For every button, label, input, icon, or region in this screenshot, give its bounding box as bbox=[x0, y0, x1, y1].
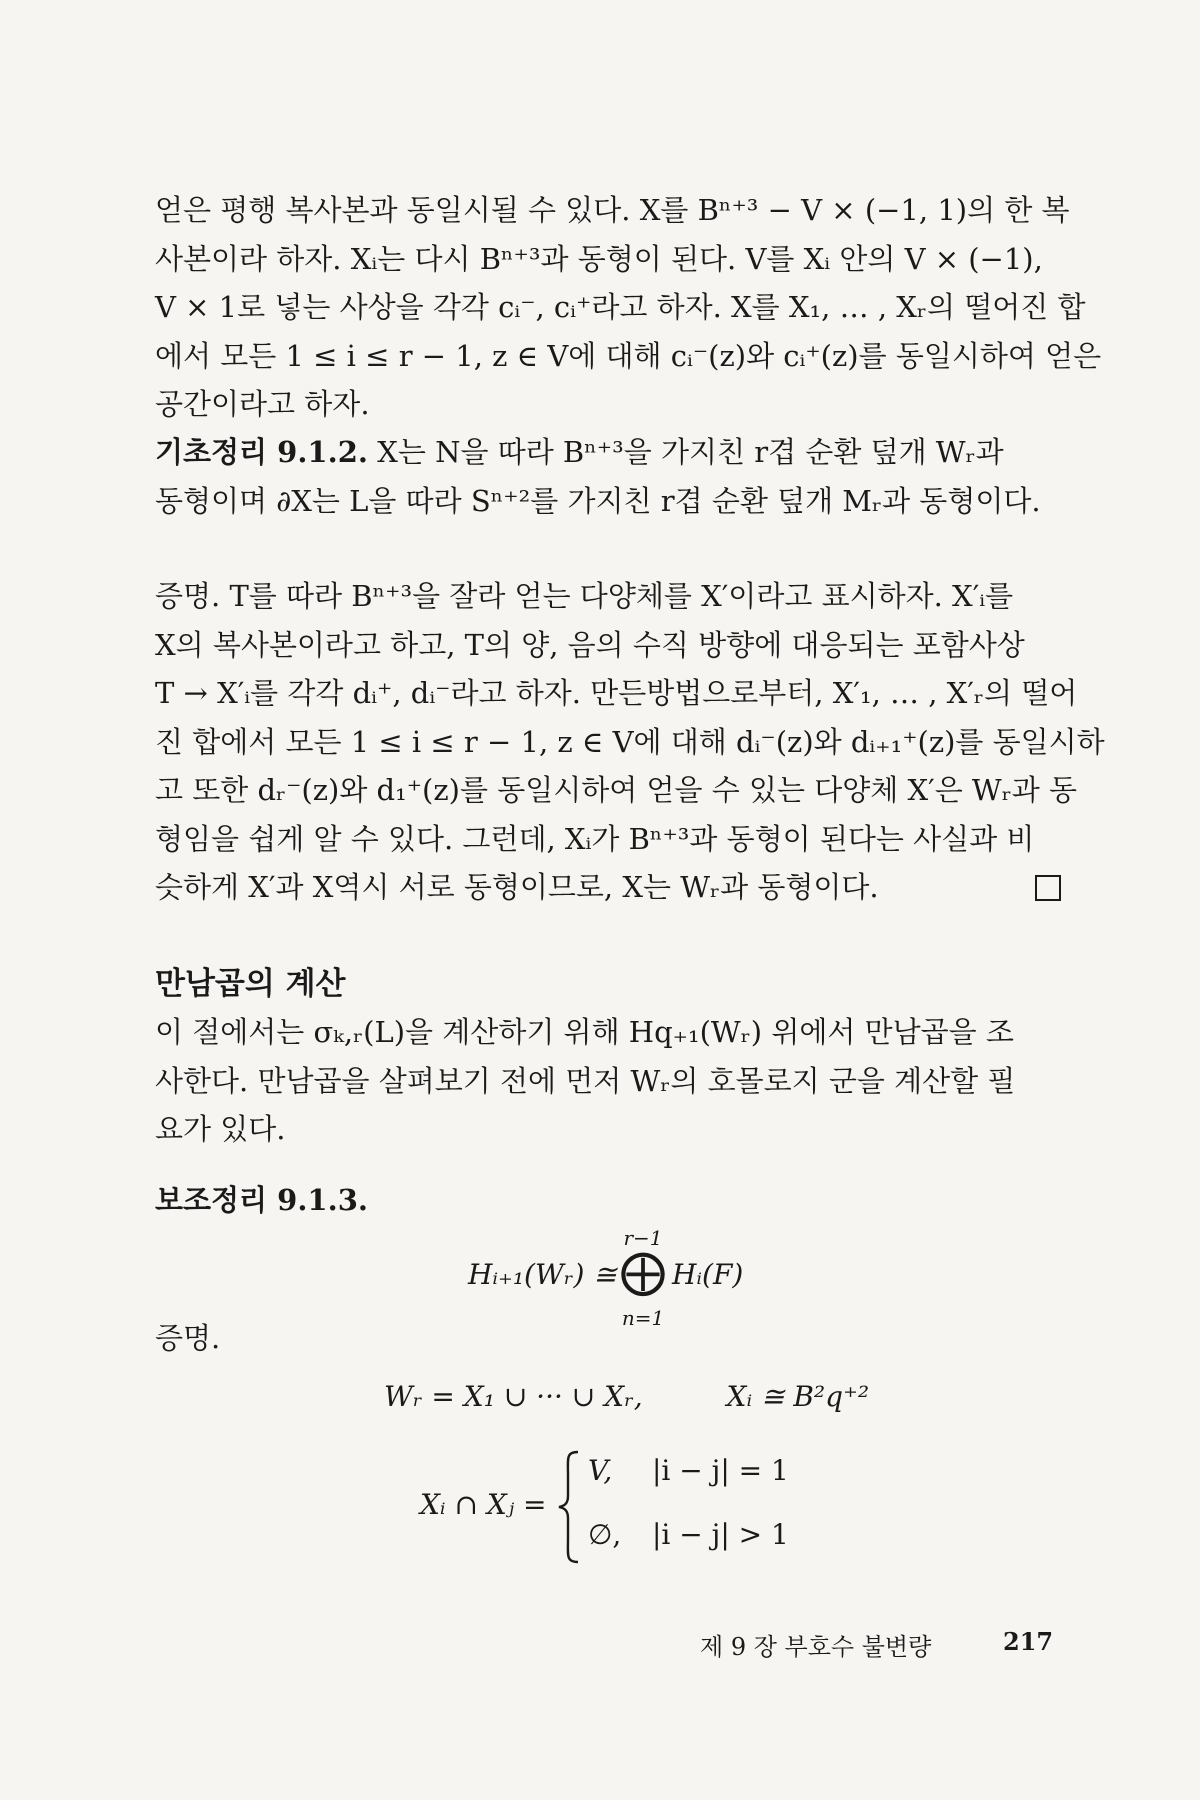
eq-union-left: Wᵣ = X₁ ∪ ··· ∪ Xᵣ, bbox=[384, 1380, 643, 1413]
text-line: 공간이라고 하자. bbox=[155, 387, 370, 421]
section-paragraph bbox=[155, 1008, 1061, 1154]
text-line: 동형이며 ∂X는 L을 따라 Sⁿ⁺²를 가지친 r겹 순환 덮개 Mᵣ과 동형이다. bbox=[155, 483, 1041, 518]
text-line: T → X′ᵢ를 각각 dᵢ⁺, dᵢ⁻라고 하자. 만든방법으로부터, X′₁, … , X′ᵣ의 떨어 bbox=[155, 676, 1078, 710]
direct-sum-symbol: ⨁ bbox=[620, 1244, 666, 1298]
proof-label: 증명. bbox=[155, 1321, 221, 1355]
eq-union-right: Xᵢ ≅ B²q⁺² bbox=[726, 1380, 870, 1413]
section-heading-block bbox=[155, 958, 1061, 1003]
text-line: 증명. T를 따라 Bⁿ⁺³을 잘라 얻는 다양체를 X′이라고 표시하자. X′ᵢ를 bbox=[155, 579, 1014, 613]
case2-value: ∅, bbox=[588, 1518, 622, 1551]
text-line: X는 N을 따라 Bⁿ⁺³을 가지친 r겹 순환 덮개 Wᵣ과 bbox=[367, 435, 1004, 469]
eq-lower-limit: n=1 bbox=[621, 1306, 665, 1330]
text-line: 에서 모든 1 ≤ i ≤ r − 1, z ∈ V에 대해 cᵢ⁻(z)와 cᵢ⁺(z)를 동일시하여 얻은 bbox=[155, 338, 1102, 373]
case2-condition: |i − j| > 1 bbox=[652, 1518, 789, 1551]
section-heading: 만남곱의 계산 bbox=[155, 966, 346, 1002]
text-line: V × 1로 넣는 사상을 각각 cᵢ⁻, cᵢ⁺라고 하자. X를 X₁, … , Xᵣ의 떨어진 합 bbox=[155, 290, 1086, 324]
qed-box bbox=[1035, 875, 1061, 901]
page-number: 217 bbox=[1003, 1627, 1054, 1656]
text-line: 사한다. 만남곱을 살펴보기 전에 먼저 Wᵣ의 호몰로지 군을 계산할 필 bbox=[155, 1063, 1016, 1098]
lemma-label: 보조정리 9.1.3. bbox=[155, 1183, 368, 1217]
eq-rhs: Hᵢ(F) bbox=[672, 1258, 744, 1291]
lemma-block bbox=[155, 1176, 1061, 1225]
eq-upper-limit: r−1 bbox=[623, 1226, 663, 1250]
text-line: 형임을 쉽게 알 수 있다. 그런데, Xᵢ가 Bⁿ⁺³과 동형이 된다는 사실과 비 bbox=[155, 821, 1035, 856]
case1-value: V, bbox=[588, 1454, 613, 1487]
equation-union bbox=[384, 1380, 869, 1413]
equation-intersection bbox=[420, 1446, 840, 1566]
footer-chapter: 제 9 장 부호수 불변량 bbox=[700, 1633, 932, 1661]
brace-icon bbox=[556, 1448, 582, 1566]
text-line: 이 절에서는 σₖ,ᵣ(L)을 계산하기 위해 Hq₊₁(Wᵣ) 위에서 만남곱을 조 bbox=[155, 1015, 1014, 1049]
text-line: 고 또한 dᵣ⁻(z)와 d₁⁺(z)를 동일시하여 얻을 수 있는 다양체 X′은 Wᵣ과 동 bbox=[155, 773, 1078, 807]
paragraph-1 bbox=[155, 186, 1102, 429]
theorem-9-1-2 bbox=[155, 428, 1061, 525]
case1-condition: |i − j| = 1 bbox=[652, 1454, 789, 1487]
text-line: X의 복사본이라고 하고, T의 양, 음의 수직 방향에 대응되는 포함사상 bbox=[155, 627, 1025, 662]
proof-theorem bbox=[155, 572, 1105, 912]
text-line: 진 합에서 모든 1 ≤ i ≤ r − 1, z ∈ V에 대해 dᵢ⁻(z)와 dᵢ₊₁⁺(z)를 동일시하 bbox=[155, 724, 1105, 759]
theorem-label: 기초정리 9.1.2. bbox=[155, 435, 368, 469]
text-line: 사본이라 하자. Xᵢ는 다시 Bⁿ⁺³과 동형이 된다. V를 Xᵢ 안의 V × (−1), bbox=[155, 241, 1043, 276]
eq-lhs: Hᵢ₊₁(Wᵣ) ≅ bbox=[468, 1258, 617, 1291]
text-line: 얻은 평행 복사본과 동일시될 수 있다. X를 Bⁿ⁺³ − V × (−1, 1)의 한 복 bbox=[155, 193, 1070, 227]
proof-lemma bbox=[155, 1314, 1061, 1363]
text-line: 요가 있다. bbox=[155, 1112, 286, 1146]
eq-intersection-lhs: Xᵢ ∩ Xⱼ = bbox=[420, 1488, 547, 1521]
equation-homology-sum bbox=[468, 1226, 848, 1330]
text-line: 슷하게 X′과 X역시 서로 동형이므로, X는 Wᵣ과 동형이다. bbox=[155, 863, 1061, 912]
